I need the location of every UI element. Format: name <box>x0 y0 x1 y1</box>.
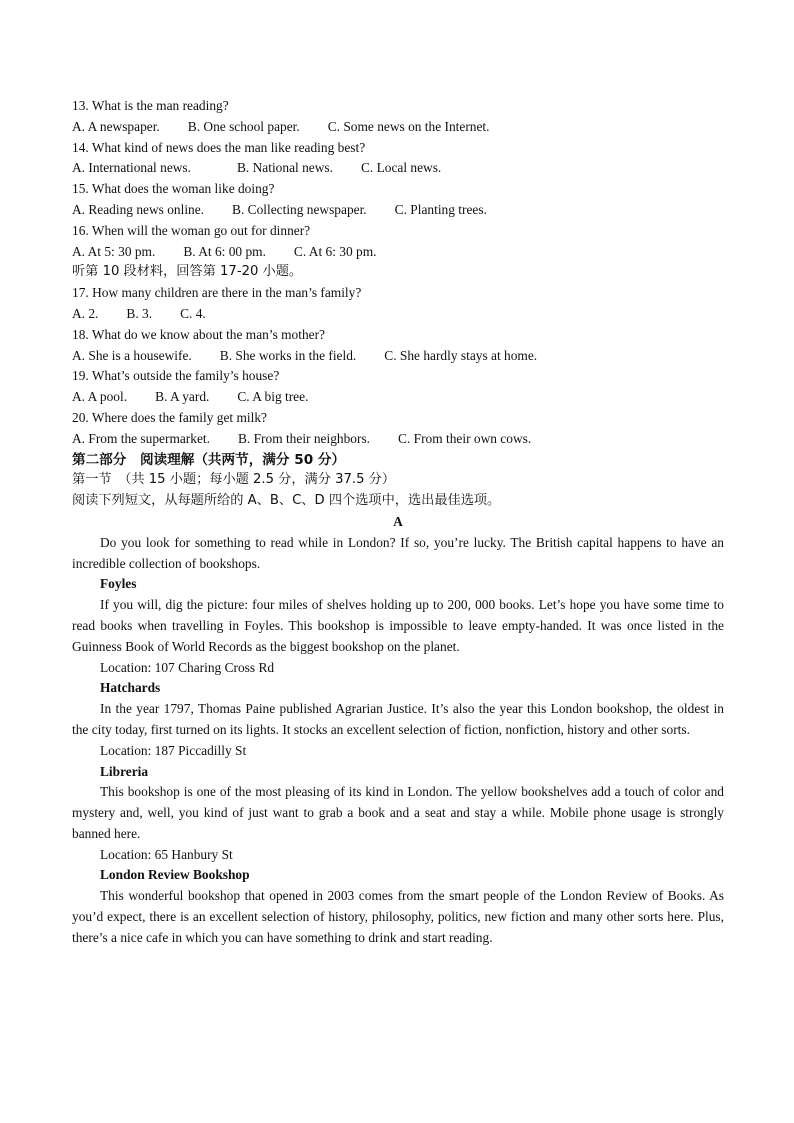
options-19 <box>72 387 724 408</box>
option-b: B. Collecting newspaper. <box>232 201 367 217</box>
option-b: B. National news. <box>237 160 333 176</box>
option-a: A. From the supermarket. <box>72 430 210 446</box>
option-a: A. Reading news online. <box>72 201 205 217</box>
option-b: B. She works in the field. <box>219 347 357 363</box>
shop-location-foyles: Location: 107 Charing Cross Rd <box>100 659 275 675</box>
options-17 <box>72 304 724 325</box>
option-c: C. Local news. <box>360 160 442 176</box>
passage-intro: Do you look for something to read while in London? If so, you’re lucky. The British capital happens to have an incredible collection of bookshops. <box>72 534 724 571</box>
option-b: B. From their neighbors. <box>237 430 371 446</box>
option-b: B. 3. <box>126 305 153 321</box>
option-a: A. A pool. <box>72 389 128 405</box>
passage-label: A <box>393 513 403 529</box>
option-a: A. A newspaper. <box>72 118 160 134</box>
options-15 <box>72 200 724 221</box>
question-18: 18. What do we know about the man’s mother? <box>72 326 326 342</box>
shop-location-hatchards: Location: 187 Piccadilly St <box>100 742 247 758</box>
options-16 <box>72 242 724 263</box>
option-c: C. Planting trees. <box>394 201 487 217</box>
options-13 <box>72 117 724 138</box>
shop-heading-libreria: Libreria <box>100 763 149 779</box>
question-15: 15. What does the woman like doing? <box>72 181 275 197</box>
shop-heading-hatchards: Hatchards <box>100 680 161 696</box>
shop-heading-london-review: London Review Bookshop <box>100 867 250 883</box>
section-1-title: 第一节 （共 15 小题；每小题 2.5 分，满分 37.5 分） <box>72 472 396 488</box>
option-c: C. At 6: 30 pm. <box>293 243 377 259</box>
option-c: C. 4. <box>180 305 206 321</box>
question-14: 14. What kind of news does the man like reading best? <box>72 139 366 155</box>
shop-text-foyles: If you will, dig the picture: four miles of shelves holding up to 200, 000 books. Let’s hope you have some time to read books when travelling in Foyles. This bookshop is impossible to leave empty-handed. It was once listed in the Guinness Book of World Records as the biggest bookshop on the planet. <box>72 597 724 654</box>
options-14 <box>72 158 724 179</box>
section-1-instruction: 阅读下列短文，从每题所给的 A、B、C、D 四个选项中，选出最佳选项。 <box>72 493 501 509</box>
exam-page <box>72 96 724 949</box>
option-a: A. 2. <box>72 305 99 321</box>
options-18 <box>72 346 724 367</box>
options-20 <box>72 429 724 450</box>
shop-text-libreria: This bookshop is one of the most pleasing of its kind in London. The yellow bookshelves add a touch of color and mystery and, well, you kind of just want to grab a book and a seat and stay a while. Mobile phone usage is strongly banned here. <box>72 784 724 841</box>
shop-location-libreria: Location: 65 Hanbury St <box>100 846 233 862</box>
question-19: 19. What’s outside the family’s house? <box>72 368 280 384</box>
shop-heading-foyles: Foyles <box>100 576 137 592</box>
question-17: 17. How many children are there in the man’s family? <box>72 285 362 301</box>
option-a: A. International news. <box>72 160 191 176</box>
question-16: 16. When will the woman go out for dinner? <box>72 222 311 238</box>
option-c: C. A big tree. <box>237 389 309 405</box>
option-b: B. A yard. <box>155 389 210 405</box>
question-13: 13. What is the man reading? <box>72 98 229 113</box>
question-20: 20. Where does the family get milk? <box>72 409 267 425</box>
option-c: C. She hardly stays at home. <box>384 347 538 363</box>
shop-text-hatchards: In the year 1797, Thomas Paine published Agrarian Justice. It’s also the year this London bookshop, the oldest in the city today, first turned on its lights. It stocks an excellent selection of fiction, nonfiction, history and other sorts. <box>72 701 724 737</box>
part-2-title: 第二部分 阅读理解（共两节，满分 50 分） <box>72 451 346 468</box>
option-a: A. She is a housewife. <box>72 347 192 363</box>
option-a: A. At 5: 30 pm. <box>72 243 156 259</box>
section-10-instruction: 听第 10 段材料，回答第 17-20 小题。 <box>72 264 303 280</box>
option-b: B. At 6: 00 pm. <box>183 243 266 259</box>
option-c: C. From their own cows. <box>398 430 532 446</box>
option-b: B. One school paper. <box>187 118 300 134</box>
option-c: C. Some news on the Internet. <box>327 118 490 134</box>
shop-text-london-review: This wonderful bookshop that opened in 2003 comes from the smart people of the London Review of Books. As you’d expect, there is an excellent selection of history, philosophy, politics, new fiction and many other sorts here. Plus, there’s a nice cafe in which you can have something to drink and start reading. <box>72 888 724 945</box>
